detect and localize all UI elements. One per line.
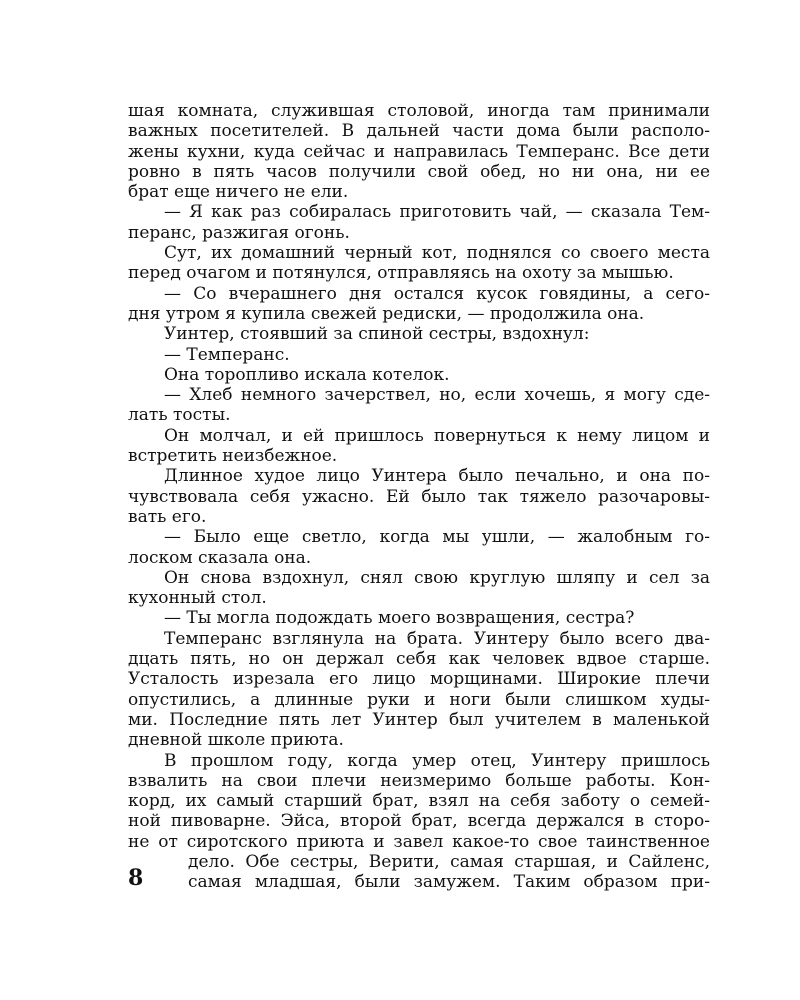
text-line: Темперанс взглянула на брата. Уинтеру было всего два- xyxy=(164,628,710,649)
text-line: чувствовала себя ужасно. Ей было так тяжело разочаровы- xyxy=(128,486,710,507)
text-line: взвалить на свои плечи неизмеримо больше работы. Кон- xyxy=(128,770,710,791)
page-number: 8 xyxy=(128,865,144,891)
text-line: — Ты могла подождать моего возвращения, сестра? xyxy=(164,608,635,629)
text-line: лоском сказала она. xyxy=(128,547,312,568)
text-line: — Я как раз собиралась приготовить чай, — сказала Тем- xyxy=(164,202,710,223)
text-line: шая комната, служившая столовой, иногда там принимали xyxy=(128,101,710,121)
text-line: дня утром я купила свежей редиски, — продолжила она. xyxy=(128,303,645,324)
text-line: не от сиротского приюта и завел какое-то свое таинственное xyxy=(128,831,710,852)
text-line: — Было еще светло, когда мы ушли, — жалобным го- xyxy=(164,527,710,548)
text-line: Длинное худое лицо Уинтера было печально, и она по- xyxy=(164,466,710,487)
text-line: Она торопливо искала котелок. xyxy=(164,364,450,385)
text-line: опустились, а длинные руки и ноги были слишком худы- xyxy=(128,689,710,710)
text-line: — Со вчерашнего дня остался кусок говядины, а сего- xyxy=(164,283,710,304)
text-line: дневной школе приюта. xyxy=(128,730,344,751)
text-line: кухонный стол. xyxy=(128,588,267,609)
text-line: корд, их самый старший брат, взял на себя заботу о семей- xyxy=(128,791,710,812)
text-line: Уинтер, стоявший за спиной сестры, вздохнул: xyxy=(164,324,590,345)
text-line: В прошлом году, когда умер отец, Уинтеру пришлось xyxy=(164,750,710,771)
text-line: ровно в пять часов получили свой обед, но ни она, ни ее xyxy=(128,161,710,182)
text-line: дцать пять, но он держал себя как человек вдвое старше. xyxy=(128,649,710,670)
text-line: перед очагом и потянулся, отправляясь на охоту за мышью. xyxy=(128,263,674,284)
text-line: самая младшая, были замужем. Таким образом при- xyxy=(188,872,710,893)
text-line: Усталость изрезала его лицо морщинами. Широкие плечи xyxy=(128,669,710,690)
text-line: Сут, их домашний черный кот, поднялся со своего места xyxy=(164,243,710,264)
text-line: ми. Последние пять лет Уинтер был учителем в маленькой xyxy=(128,709,710,730)
text-line: — Темперанс. xyxy=(164,344,290,365)
text-line: ной пивоварне. Эйса, второй брат, всегда держался в сторо- xyxy=(128,811,710,832)
text-line: вать его. xyxy=(128,506,207,527)
text-line: встретить неизбежное. xyxy=(128,446,338,467)
text-line: важных посетителей. В дальней части дома были располо- xyxy=(128,121,710,142)
text-line: брат еще ничего не ели. xyxy=(128,182,349,203)
text-line: Он молчал, и ей пришлось повернуться к нему лицом и xyxy=(164,425,710,446)
body-text xyxy=(128,101,710,893)
text-line: — Хлеб немного зачерствел, но, если хочешь, я могу сде- xyxy=(164,385,710,406)
text-line: Он снова вздохнул, снял свою круглую шляпу и сел за xyxy=(164,567,710,588)
text-line: жены кухни, куда сейчас и направилась Темперанс. Все дети xyxy=(128,141,710,162)
text-line: перанс, разжигая огонь. xyxy=(128,222,350,243)
text-line: лать тосты. xyxy=(128,405,231,426)
text-line: дело. Обе сестры, Верити, самая старшая, и Сайленс, xyxy=(188,851,710,872)
